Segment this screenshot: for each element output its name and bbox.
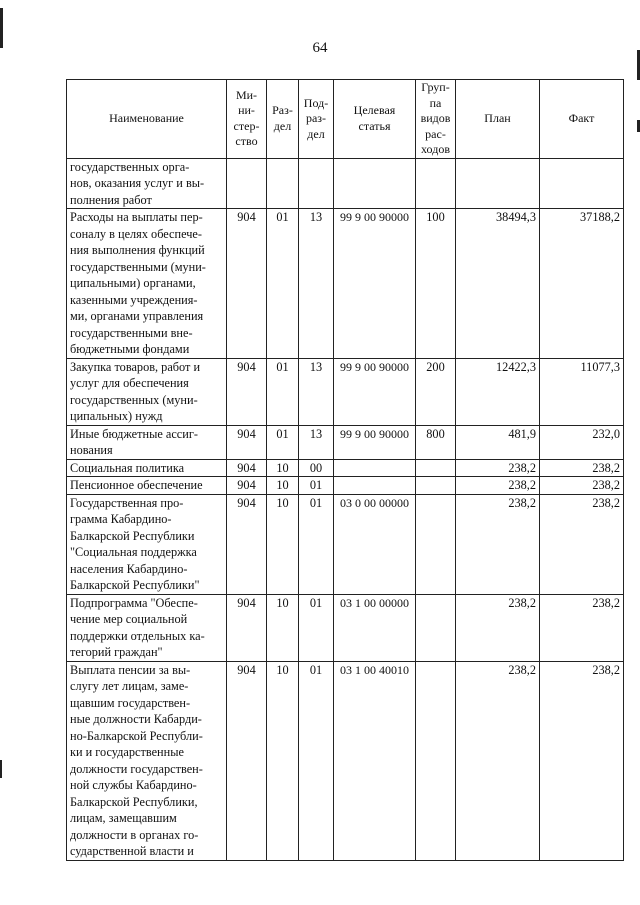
table-row — [67, 425, 624, 459]
cell-plan: 238,2 — [456, 661, 540, 860]
cell-ministry: 904 — [227, 459, 267, 477]
header-subsection: Под- раз- дел — [299, 80, 334, 159]
table-row — [67, 459, 624, 477]
cell-section — [267, 158, 299, 209]
cell-fact — [540, 158, 624, 209]
cell-section: 10 — [267, 661, 299, 860]
cell-ministry: 904 — [227, 209, 267, 359]
table-body — [67, 158, 624, 860]
cell-fact: 11077,3 — [540, 358, 624, 425]
table-row — [67, 209, 624, 359]
header-expense-group: Груп- па видов рас- ходов — [416, 80, 456, 159]
cell-target — [334, 477, 416, 495]
cell-fact: 238,2 — [540, 477, 624, 495]
cell-expense-group: 800 — [416, 425, 456, 459]
cell-section: 01 — [267, 209, 299, 359]
cell-subsection: 01 — [299, 594, 334, 661]
cell-target: 99 9 00 90000 — [334, 425, 416, 459]
cell-expense-group — [416, 594, 456, 661]
cell-name: Иные бюджетные ассиг- нования — [67, 425, 227, 459]
cell-ministry: 904 — [227, 661, 267, 860]
table-row — [67, 494, 624, 594]
header-name: Наименование — [67, 80, 227, 159]
cell-target: 03 0 00 00000 — [334, 494, 416, 594]
cell-section: 10 — [267, 459, 299, 477]
cell-plan: 238,2 — [456, 594, 540, 661]
cell-expense-group — [416, 459, 456, 477]
cell-expense-group: 200 — [416, 358, 456, 425]
cell-section: 10 — [267, 477, 299, 495]
cell-expense-group: 100 — [416, 209, 456, 359]
header-fact: Факт — [540, 80, 624, 159]
cell-target — [334, 158, 416, 209]
page-number: 64 — [312, 40, 328, 56]
table-row — [67, 477, 624, 495]
cell-subsection — [299, 158, 334, 209]
table-row — [67, 594, 624, 661]
cell-fact: 238,2 — [540, 594, 624, 661]
cell-section: 01 — [267, 358, 299, 425]
cell-subsection: 00 — [299, 459, 334, 477]
cell-fact: 238,2 — [540, 459, 624, 477]
cell-subsection: 13 — [299, 425, 334, 459]
cell-target: 99 9 00 90000 — [334, 358, 416, 425]
cell-subsection: 01 — [299, 477, 334, 495]
cell-section: 10 — [267, 594, 299, 661]
cell-plan: 481,9 — [456, 425, 540, 459]
cell-plan: 38494,3 — [456, 209, 540, 359]
cell-name: Расходы на выплаты пер- соналу в целях обеспече- ния выполнения функций государственными (муни- ципальными) органами, казенными учреждения- ми, органами управления государственными вне- бюджетными фондами — [67, 209, 227, 359]
cell-name: Выплата пенсии за вы- слугу лет лицам, заме- щавшим государствен- ные должности Кабарди- но-Балкарской Республи- ки и государственные должности государствен- ной службы Кабардино- Балкарской Республики, лицам, замещавшим должности в органах го- сударственной власти и — [67, 661, 227, 860]
cell-expense-group — [416, 661, 456, 860]
cell-name: государственных орга- нов, оказания услуг и вы- полнения работ — [67, 158, 227, 209]
cell-plan: 238,2 — [456, 477, 540, 495]
table-row — [67, 661, 624, 860]
header-section: Раз- дел — [267, 80, 299, 159]
cell-target: 99 9 00 90000 — [334, 209, 416, 359]
cell-subsection: 01 — [299, 494, 334, 594]
cell-plan: 12422,3 — [456, 358, 540, 425]
cell-ministry — [227, 158, 267, 209]
cell-section: 10 — [267, 494, 299, 594]
cell-name: Закупка товаров, работ и услуг для обеспечения государственных (муни- ципальных) нужд — [67, 358, 227, 425]
cell-expense-group — [416, 158, 456, 209]
cell-fact: 232,0 — [540, 425, 624, 459]
header-target: Целевая статья — [334, 80, 416, 159]
cell-expense-group — [416, 477, 456, 495]
cell-plan: 238,2 — [456, 494, 540, 594]
cell-name: Пенсионное обеспечение — [67, 477, 227, 495]
cell-target — [334, 459, 416, 477]
table-row — [67, 158, 624, 209]
cell-subsection: 01 — [299, 661, 334, 860]
cell-target: 03 1 00 00000 — [334, 594, 416, 661]
scan-edge-mark — [0, 760, 2, 778]
cell-ministry: 904 — [227, 358, 267, 425]
cell-ministry: 904 — [227, 594, 267, 661]
table-row — [67, 358, 624, 425]
cell-section: 01 — [267, 425, 299, 459]
cell-ministry: 904 — [227, 494, 267, 594]
cell-subsection: 13 — [299, 209, 334, 359]
cell-fact: 37188,2 — [540, 209, 624, 359]
cell-plan: 238,2 — [456, 459, 540, 477]
cell-fact: 238,2 — [540, 494, 624, 594]
budget-table — [66, 79, 624, 861]
cell-target: 03 1 00 40010 — [334, 661, 416, 860]
cell-fact: 238,2 — [540, 661, 624, 860]
cell-name: Подпрограмма "Обеспе- чение мер социальной поддержки отдельных ка- тегорий граждан" — [67, 594, 227, 661]
cell-subsection: 13 — [299, 358, 334, 425]
cell-name: Социальная политика — [67, 459, 227, 477]
table-header-row — [67, 80, 624, 159]
cell-name: Государственная про- грамма Кабардино- Балкарской Республики "Социальная поддержка населения Кабардино- Балкарской Республики" — [67, 494, 227, 594]
header-plan: План — [456, 80, 540, 159]
cell-ministry: 904 — [227, 477, 267, 495]
cell-ministry: 904 — [227, 425, 267, 459]
cell-expense-group — [416, 494, 456, 594]
header-ministry: Ми- ни- стер- ство — [227, 80, 267, 159]
cell-plan — [456, 158, 540, 209]
